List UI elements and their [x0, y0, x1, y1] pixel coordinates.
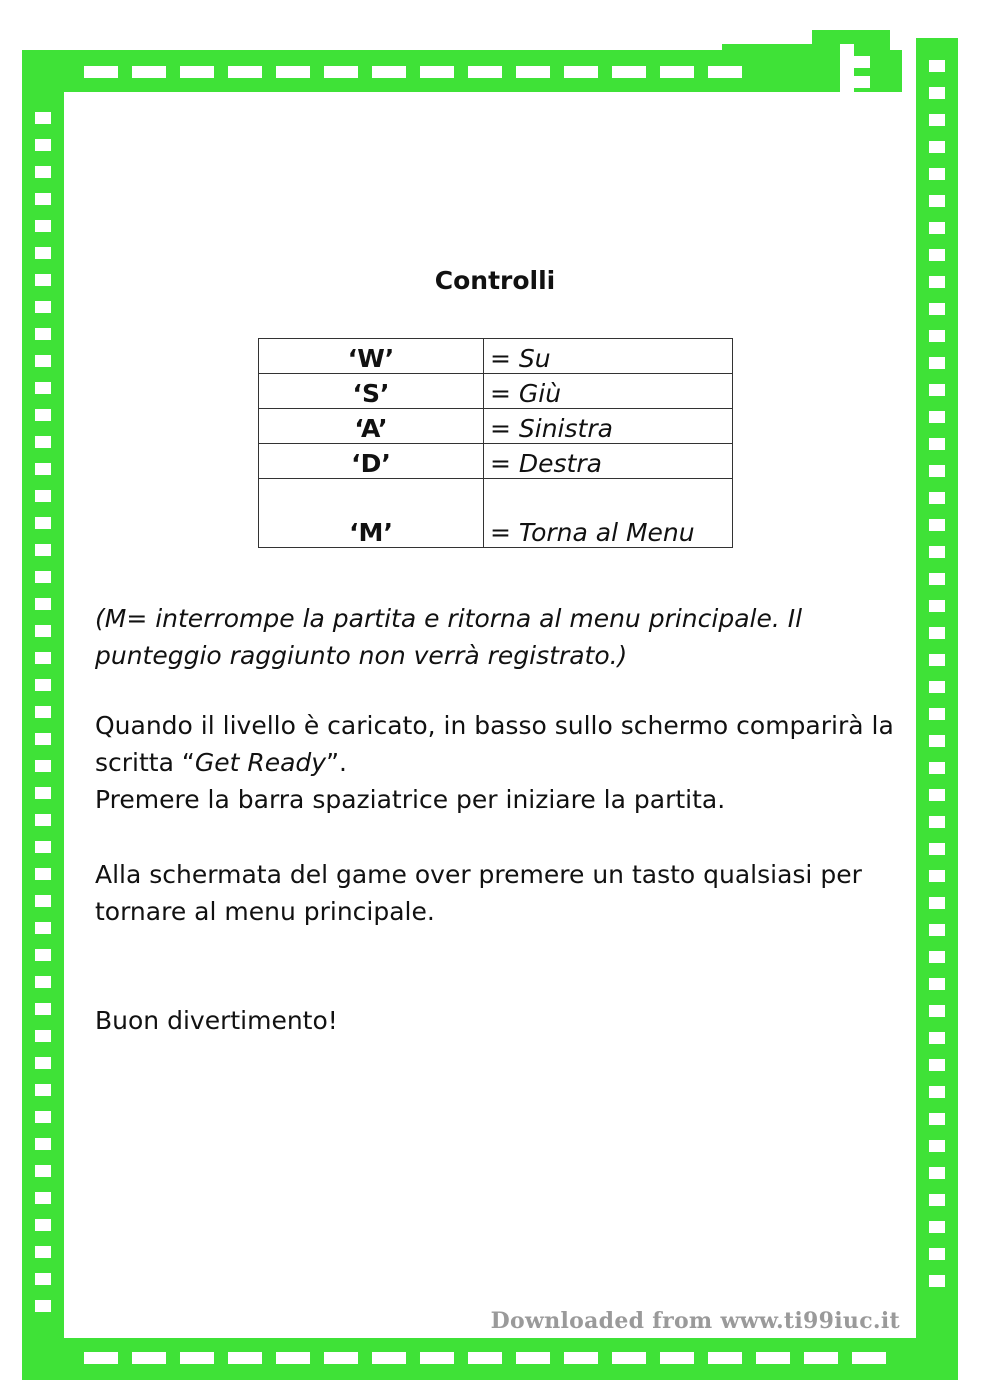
action-cell: = Giù	[484, 374, 733, 409]
key-cell: ‘M’	[259, 479, 484, 548]
page-title: Controlli	[434, 266, 556, 295]
instructions-text: Quando il livello è caricato, in basso sullo schermo comparirà la scritta “	[95, 711, 894, 777]
instructions-paragraph	[95, 707, 895, 818]
frame-right-pattern	[929, 60, 945, 1287]
game-over-paragraph: Alla schermata del game over premere un tasto qualsiasi per tornare al menu principale.	[95, 860, 862, 926]
spacebar-instruction: Premere la barra spaziatrice per iniziare la partita.	[95, 785, 726, 814]
frame-knob-mark	[854, 76, 870, 88]
key-cell: ‘S’	[259, 374, 484, 409]
key-cell: ‘W’	[259, 339, 484, 374]
action-cell: = Su	[484, 339, 733, 374]
table-row	[259, 374, 733, 409]
frame-bottom-pattern	[84, 1352, 886, 1364]
action-cell: = Sinistra	[484, 409, 733, 444]
controls-table	[258, 338, 733, 548]
frame-top-pattern	[84, 66, 742, 78]
download-footer: Downloaded from www.ti99iuc.it	[490, 1308, 900, 1334]
key-cell: ‘A’	[259, 409, 484, 444]
table-row	[259, 444, 733, 479]
closing-text: Buon divertimento!	[95, 1006, 338, 1035]
action-cell: = Destra	[484, 444, 733, 479]
table-row	[259, 339, 733, 374]
table-row	[259, 409, 733, 444]
get-ready-text: Get Ready	[194, 748, 327, 777]
key-cell: ‘D’	[259, 444, 484, 479]
action-cell: = Torna al Menu	[484, 479, 733, 548]
frame-knob-mark	[854, 56, 870, 68]
instructions-text-end: ”.	[326, 748, 347, 777]
table-row	[259, 479, 733, 548]
note-text: (M= interrompe la partita e ritorna al menu principale. Il punteggio raggiunto non verrà registrato.)	[95, 604, 803, 670]
frame-knob-mark	[840, 44, 854, 92]
